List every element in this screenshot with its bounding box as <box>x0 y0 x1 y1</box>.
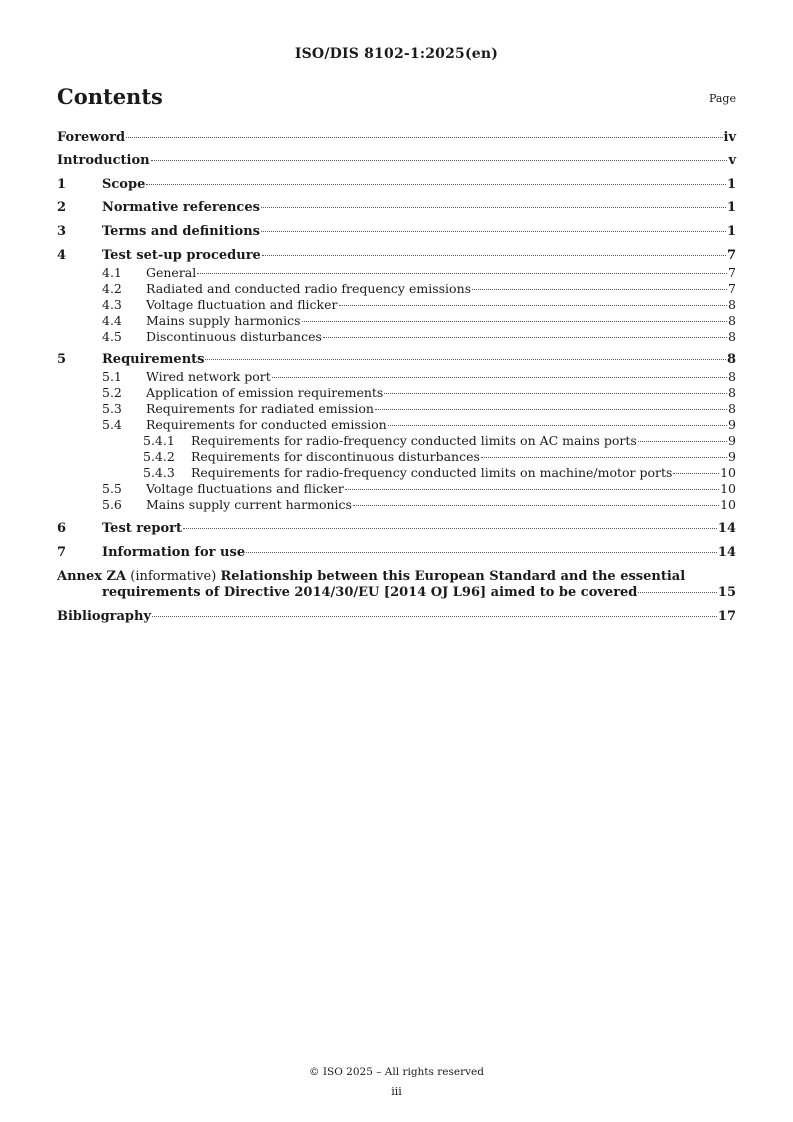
toc-entry-title: Test report <box>102 521 183 536</box>
toc-entry-5-4[interactable] <box>57 417 736 432</box>
dot-leader <box>205 359 725 360</box>
toc-entry-number: 1 <box>57 177 67 192</box>
dot-leader <box>388 425 727 426</box>
dot-leader <box>152 616 717 617</box>
dot-leader <box>261 231 726 232</box>
dot-leader <box>302 321 728 322</box>
toc-entry-5-4-1[interactable] <box>57 433 736 448</box>
toc-entry-normative-references[interactable] <box>57 200 736 215</box>
toc-entry-5-1[interactable] <box>57 369 736 384</box>
dot-leader <box>384 393 727 394</box>
toc-entry-page: 9 <box>728 417 736 432</box>
annex-title-line1: Relationship between this European Standard and the essential <box>220 569 686 584</box>
dot-leader <box>481 457 727 458</box>
toc-entry-number: 5.4 <box>102 417 122 432</box>
dot-leader <box>375 409 727 410</box>
toc-entry-number: 5.5 <box>102 481 122 496</box>
toc-entry-5-6[interactable] <box>57 497 736 512</box>
toc-entry-page: 8 <box>728 369 736 384</box>
toc-entry-title: Radiated and conducted radio frequency emissions <box>146 281 472 296</box>
toc-entry-4-1[interactable] <box>57 265 736 280</box>
toc-entry-title: Requirements for radiated emission <box>146 401 374 416</box>
toc-entry-page: 10 <box>720 481 736 496</box>
toc-entry-page: 7 <box>728 281 736 296</box>
toc-entry-foreword[interactable] <box>57 130 736 145</box>
toc-entry-title: Voltage fluctuations and flicker <box>146 481 344 496</box>
annex-title-line2: requirements of Directive 2014/30/EU [2014 OJ L96] aimed to be covered <box>102 585 638 600</box>
toc-entry-number: 7 <box>57 545 67 560</box>
dot-leader <box>146 184 726 185</box>
dot-leader <box>197 273 727 274</box>
toc-entry-page: 15 <box>717 585 736 600</box>
toc-entry-number: 5.2 <box>102 385 122 400</box>
toc-entry-5-3[interactable] <box>57 401 736 416</box>
toc-entry-5-5[interactable] <box>57 481 736 496</box>
toc-entry-page: 8 <box>728 297 736 312</box>
dot-leader <box>353 505 719 506</box>
toc-entry-title: Scope <box>102 177 146 192</box>
dot-leader <box>472 289 727 290</box>
toc-entry-page: 10 <box>720 465 736 480</box>
dot-leader <box>673 473 719 474</box>
toc-entry-title: Introduction <box>57 153 150 168</box>
toc-entry-title: Requirements for radio-frequency conducted limits on machine/motor ports <box>191 465 673 480</box>
dot-leader <box>246 552 717 553</box>
toc-entry-title: Mains supply current harmonics <box>146 497 352 512</box>
page-column-label: Page <box>708 92 736 105</box>
dot-leader <box>262 255 726 256</box>
toc-entry-annex-za[interactable] <box>57 569 736 584</box>
toc-entry-4-4[interactable] <box>57 313 736 328</box>
toc-entry-4-3[interactable] <box>57 297 736 312</box>
footer-copyright: © ISO 2025 – All rights reserved <box>309 1066 484 1078</box>
toc-entry-title: Requirements <box>102 352 205 367</box>
dot-leader <box>339 305 728 306</box>
toc-entry-title: Test set-up procedure <box>102 248 261 263</box>
toc-entry-page: 9 <box>728 449 736 464</box>
dot-leader <box>638 592 717 593</box>
toc-entry-4-2[interactable] <box>57 281 736 296</box>
toc-entry-title: Normative references <box>102 200 260 215</box>
toc-entry-test-setup-procedure[interactable] <box>57 248 736 263</box>
footer-page-number: iii <box>391 1085 402 1098</box>
toc-entry-page: iv <box>723 130 736 145</box>
toc-entry-page: 8 <box>728 385 736 400</box>
toc-entry-title: General <box>146 265 197 280</box>
toc-entry-title: Discontinuous disturbances <box>146 329 322 344</box>
toc-entry-number: 2 <box>57 200 67 215</box>
dot-leader <box>183 528 717 529</box>
toc-entry-page: 1 <box>726 200 736 215</box>
toc-entry-page: 8 <box>728 329 736 344</box>
toc-entry-page: 9 <box>728 433 736 448</box>
toc-entry-5-2[interactable] <box>57 385 736 400</box>
toc-entry-requirements[interactable] <box>57 352 736 367</box>
toc-entry-title: Voltage fluctuation and flicker <box>146 297 338 312</box>
toc-entry-title: Terms and definitions <box>102 224 260 239</box>
dot-leader <box>323 337 727 338</box>
toc-entry-title: Application of emission requirements <box>146 385 384 400</box>
toc-entry-page: 14 <box>717 545 736 560</box>
toc-entry-information-for-use[interactable] <box>57 545 736 560</box>
toc-entry-number: 4 <box>57 248 67 263</box>
dot-leader <box>272 377 727 378</box>
toc-entry-title: Bibliography <box>57 609 152 624</box>
toc-entry-page: 17 <box>717 609 736 624</box>
toc-entry-number: 5.3 <box>102 401 122 416</box>
toc-entry-page: 10 <box>720 497 736 512</box>
toc-entry-number: 4.2 <box>102 281 122 296</box>
toc-entry-bibliography[interactable] <box>57 609 736 624</box>
toc-entry-number: 4.4 <box>102 313 122 328</box>
dot-leader <box>638 441 727 442</box>
dot-leader <box>126 137 722 138</box>
toc-entry-number: 5.1 <box>102 369 122 384</box>
toc-entry-number: 4.1 <box>102 265 122 280</box>
toc-entry-annex-za-continuation[interactable] <box>57 585 736 600</box>
toc-entry-page: 7 <box>728 265 736 280</box>
toc-entry-title: Mains supply harmonics <box>146 313 301 328</box>
toc-entry-number: 5.4.3 <box>143 465 175 480</box>
toc-entry-number: 6 <box>57 521 67 536</box>
toc-entry-page: 14 <box>717 521 736 536</box>
annex-type: (informative) <box>130 569 217 584</box>
toc-entry-introduction[interactable] <box>57 153 736 168</box>
toc-entry-number: 3 <box>57 224 67 239</box>
toc-entry-4-5[interactable] <box>57 329 736 344</box>
toc-entry-5-4-3[interactable] <box>57 465 736 480</box>
toc-entry-page: 7 <box>726 248 736 263</box>
toc-entry-title: Requirements for discontinuous disturbances <box>191 449 480 464</box>
toc-entry-page: 8 <box>728 401 736 416</box>
toc-entry-5-4-2[interactable] <box>57 449 736 464</box>
toc-entry-page: 1 <box>726 177 736 192</box>
toc-entry-page: 1 <box>726 224 736 239</box>
toc-entry-title: Requirements for conducted emission <box>146 417 387 432</box>
toc-entry-title: Foreword <box>57 130 126 145</box>
toc-entry-scope[interactable] <box>57 177 736 192</box>
toc-entry-title: Requirements for radio-frequency conducted limits on AC mains ports <box>191 433 637 448</box>
toc-entry-title: Information for use <box>102 545 246 560</box>
toc-entry-page: 8 <box>726 352 736 367</box>
toc-entry-terms-and-definitions[interactable] <box>57 224 736 239</box>
toc-entry-number: 5 <box>57 352 67 367</box>
annex-label: Annex ZA <box>57 569 127 584</box>
document-header: ISO/DIS 8102-1:2025(en) <box>294 46 499 62</box>
dot-leader <box>261 207 726 208</box>
contents-title: Contents <box>57 84 163 109</box>
toc-entry-page: 8 <box>728 313 736 328</box>
toc-entry-number: 5.6 <box>102 497 122 512</box>
toc-entry-number: 4.3 <box>102 297 122 312</box>
dot-leader <box>345 489 719 490</box>
toc-entry-test-report[interactable] <box>57 521 736 536</box>
toc-entry-number: 5.4.2 <box>143 449 175 464</box>
toc-entry-title: Wired network port <box>146 369 271 384</box>
toc-entry-page: v <box>728 153 736 168</box>
dot-leader <box>151 160 728 161</box>
toc-entry-number: 4.5 <box>102 329 122 344</box>
toc-entry-number: 5.4.1 <box>143 433 175 448</box>
